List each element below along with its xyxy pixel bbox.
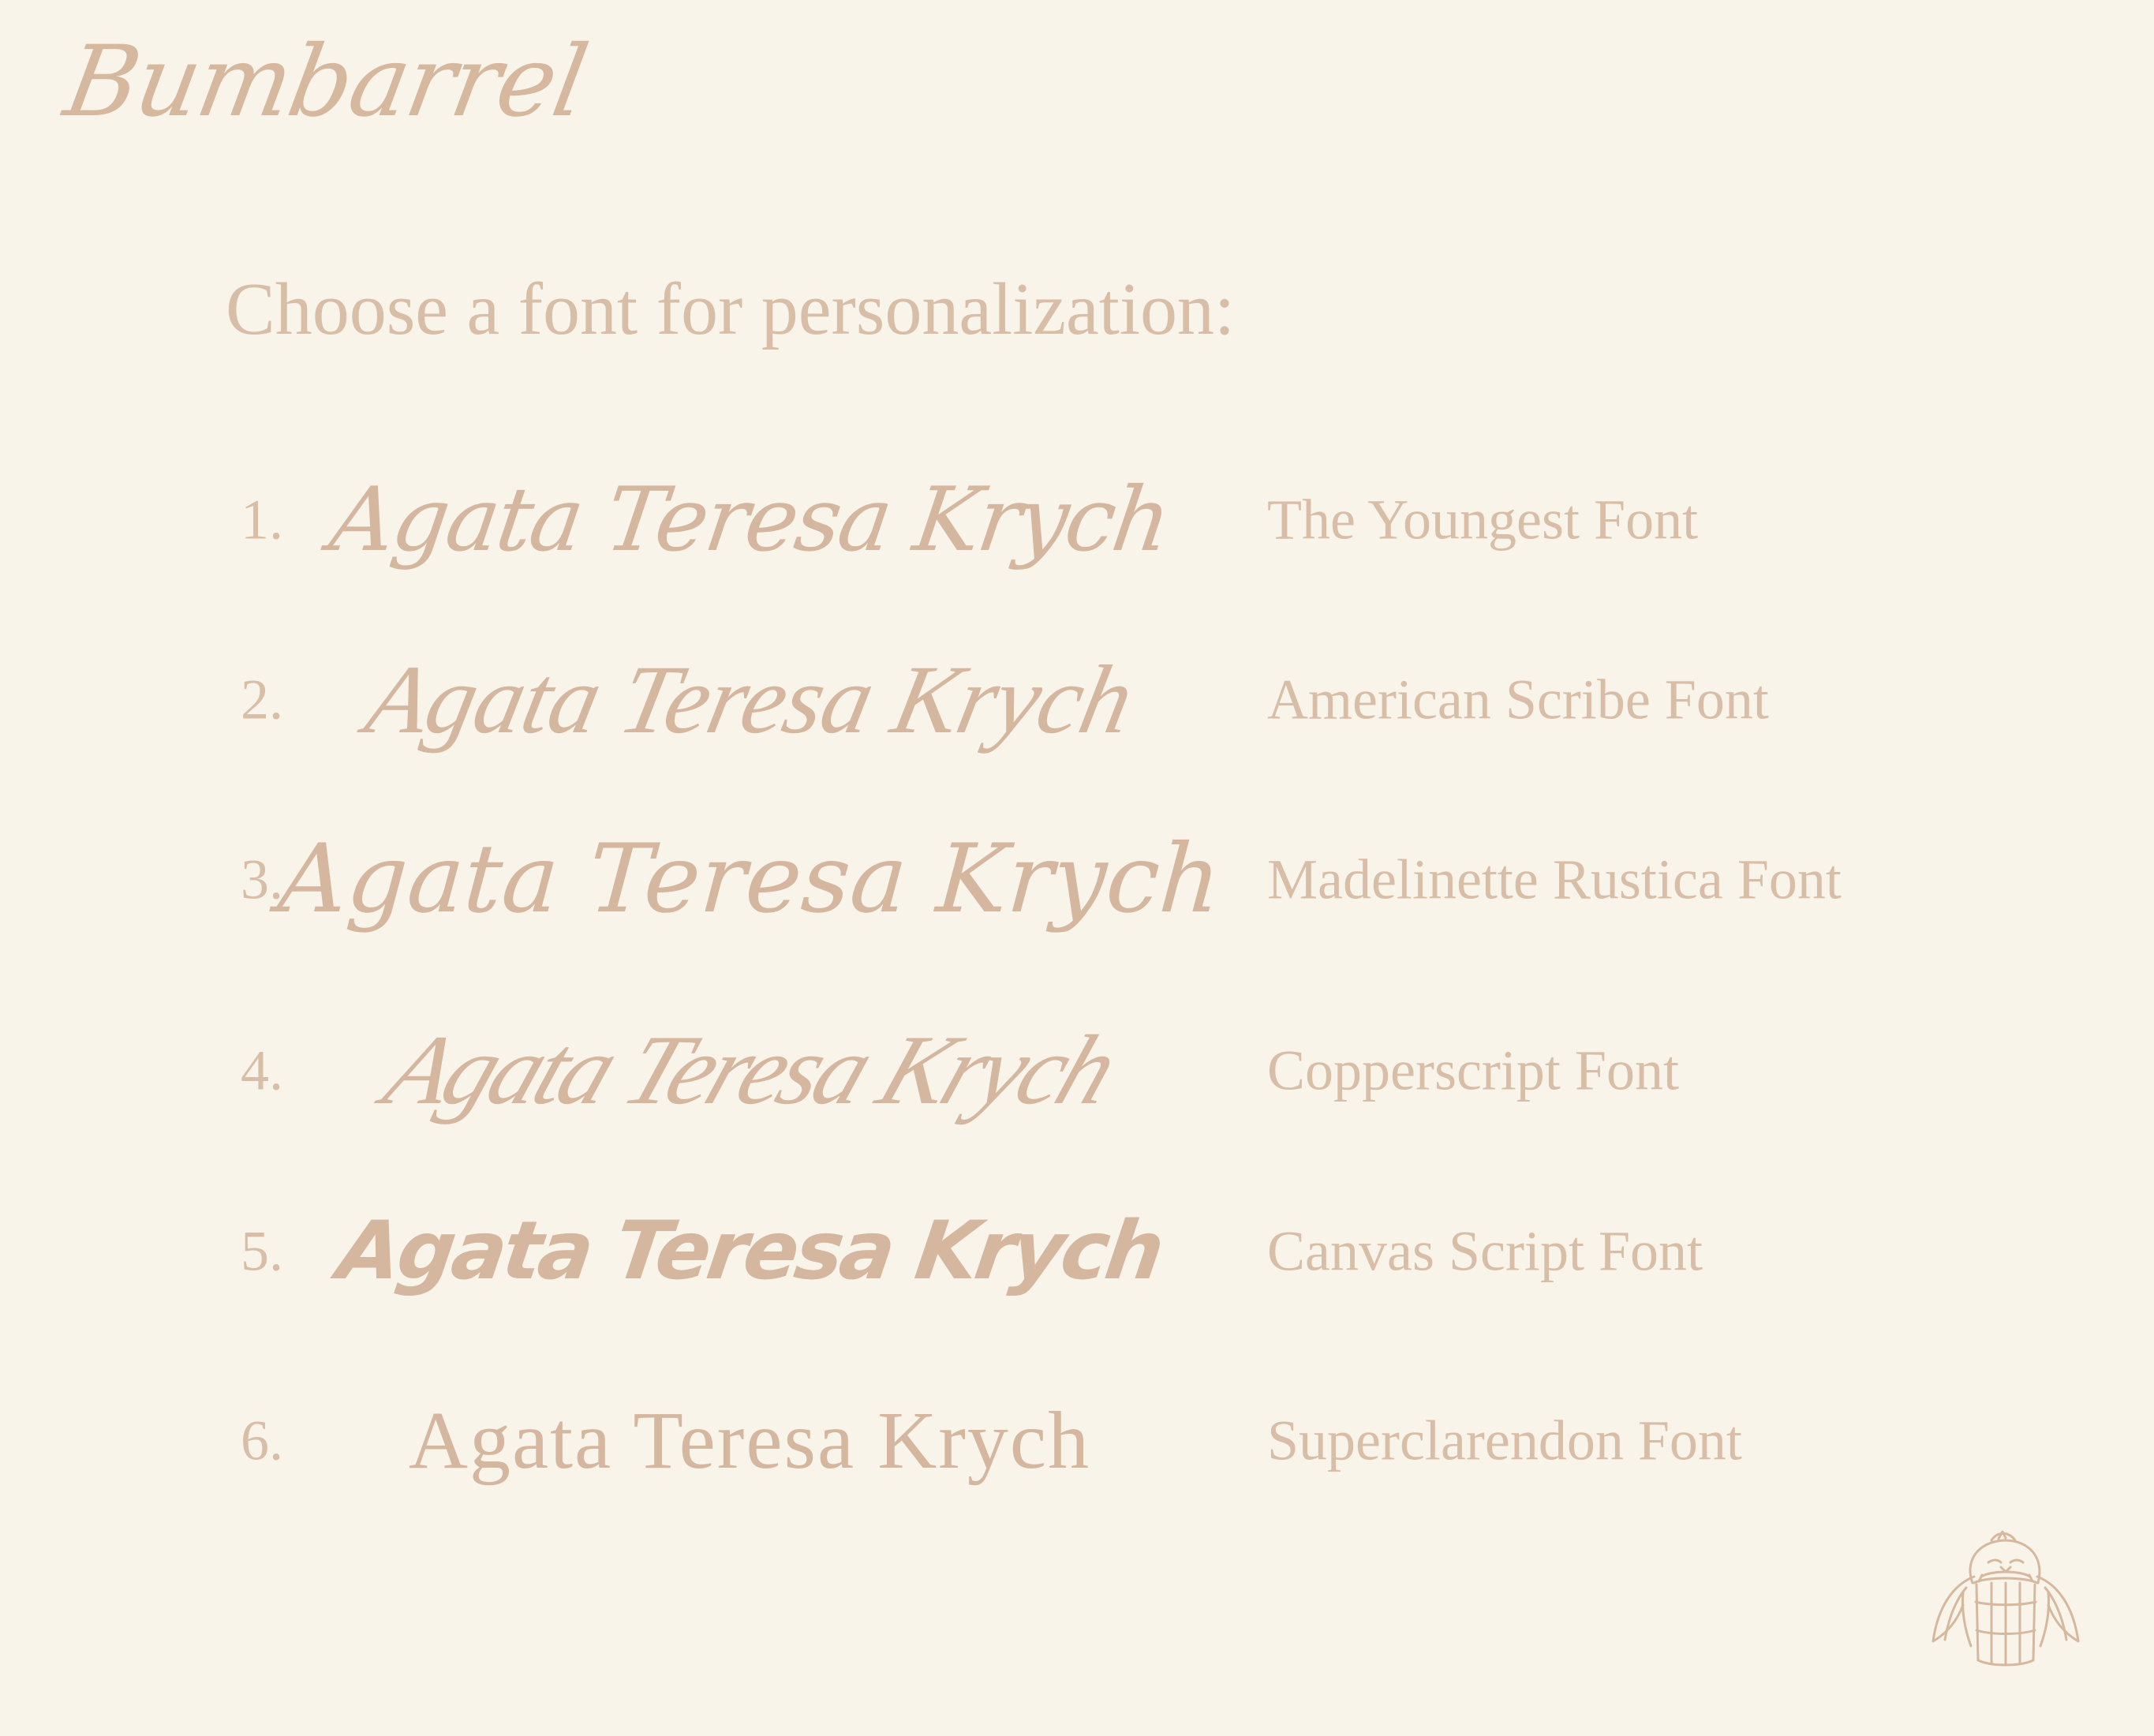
font-sample: Agata Teresa Krych xyxy=(323,469,1176,571)
font-name: The Youngest Font xyxy=(1267,488,1699,552)
font-name: Superclarendon Font xyxy=(1267,1409,1742,1472)
font-name: Copperscript Font xyxy=(1267,1038,1679,1102)
font-name: Canvas Script Font xyxy=(1267,1219,1703,1283)
font-option-6[interactable] xyxy=(0,1370,2154,1512)
option-number: 2. xyxy=(241,668,283,731)
brand-logo: Bumbarrel xyxy=(57,25,595,139)
font-option-3[interactable] xyxy=(0,809,2154,951)
font-option-1[interactable] xyxy=(0,449,2154,591)
option-number: 5. xyxy=(241,1219,283,1283)
option-number: 1. xyxy=(241,488,283,552)
option-number: 4. xyxy=(241,1038,283,1102)
font-name: American Scribe Font xyxy=(1267,668,1769,731)
font-sample: Agata Teresa Krych xyxy=(357,645,1142,754)
bird-in-barrel-icon xyxy=(1919,1526,2092,1668)
font-sample: Agata Teresa Krych xyxy=(371,1016,1128,1125)
font-option-5[interactable] xyxy=(0,1180,2154,1323)
font-sample: Agata Teresa Krych xyxy=(332,1204,1167,1298)
option-number: 3. xyxy=(241,847,283,911)
font-sample: Agata Teresa Krych xyxy=(275,825,1225,934)
font-sample: Agata Teresa Krych xyxy=(408,1395,1091,1486)
page-heading: Choose a font for personalization: xyxy=(226,268,1236,350)
font-name: Madelinette Rustica Font xyxy=(1267,847,1842,911)
font-option-4[interactable] xyxy=(0,1000,2154,1142)
option-number: 6. xyxy=(241,1409,283,1472)
font-option-2[interactable] xyxy=(0,629,2154,771)
